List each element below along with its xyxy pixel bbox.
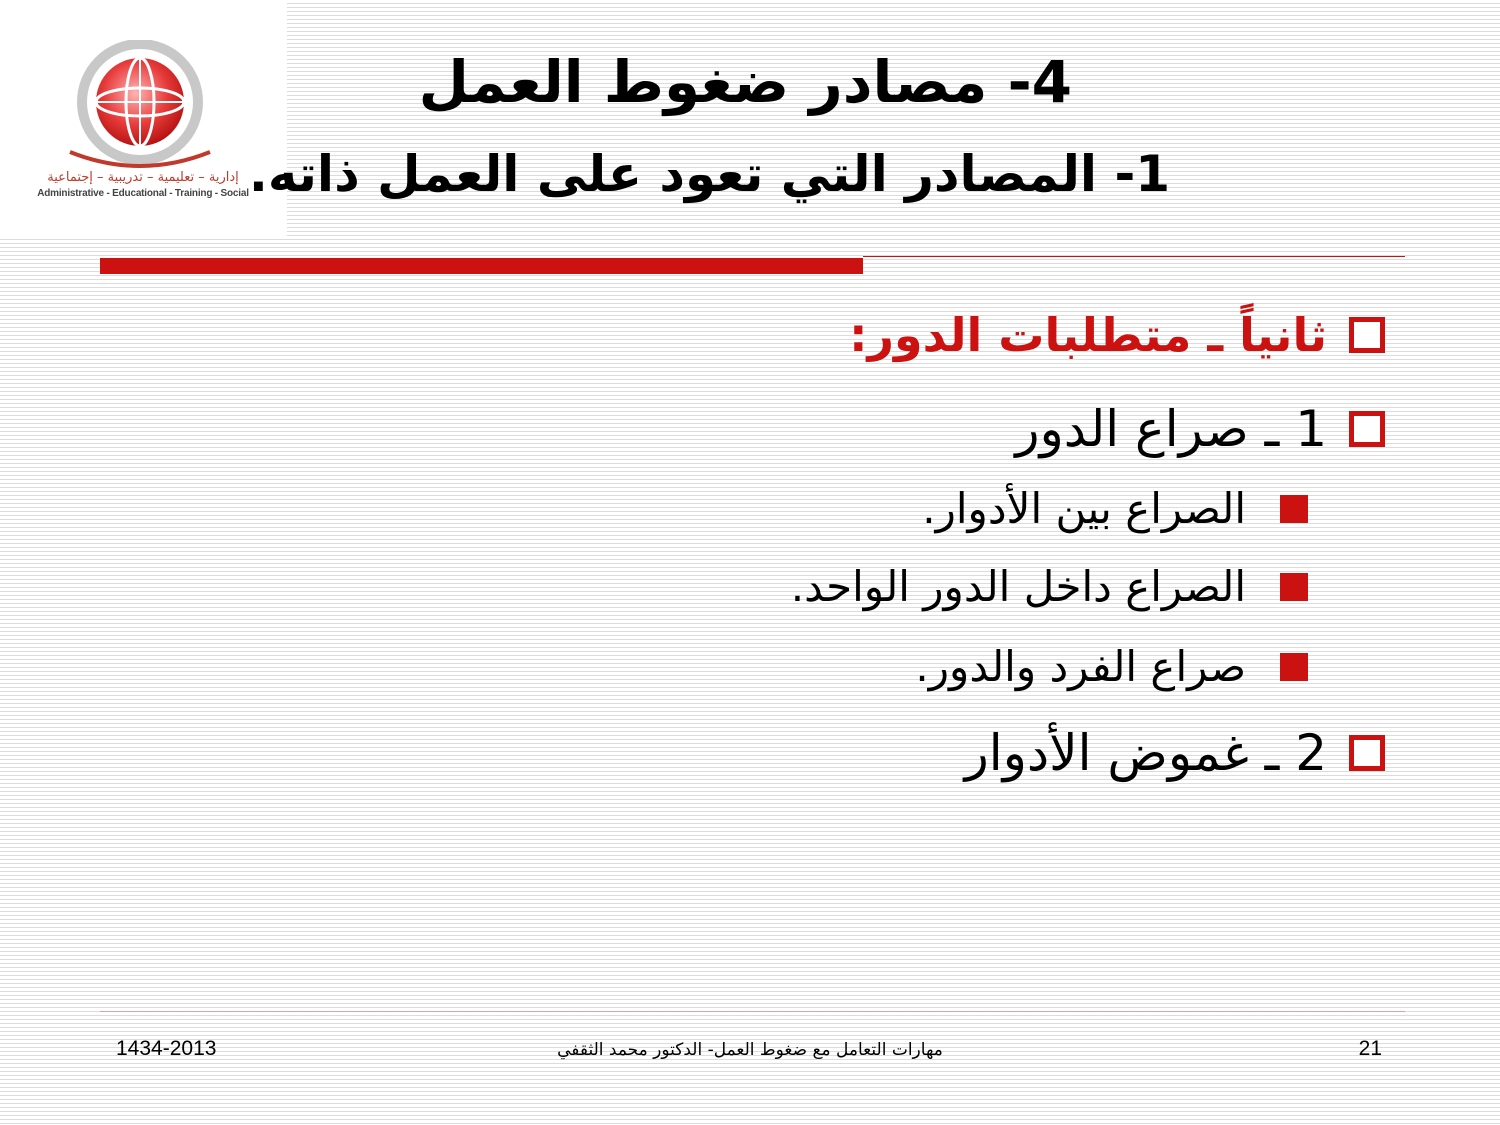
filled-square-bullet-icon — [1280, 495, 1308, 523]
bullet-item-text: 1 ـ صراع الدور — [1015, 400, 1327, 458]
bullet-item-role-conflict — [1015, 400, 1385, 458]
sub-bullet-text: صراع الفرد والدور. — [915, 642, 1246, 691]
hollow-square-bullet-icon — [1349, 735, 1385, 771]
logo-arabic-tagline: إدارية – تعليمية – تدريبية – إجتماعية — [47, 170, 239, 185]
slide-title: 4- مصادر ضغوط العمل — [418, 48, 1072, 116]
logo-latin-tagline: Administrative - Educational - Training - Social — [37, 188, 249, 199]
filled-square-bullet-icon — [1280, 653, 1308, 681]
sub-bullet-item — [915, 642, 1308, 691]
sub-bullet-item — [922, 484, 1308, 533]
title-underline-thick — [100, 258, 863, 274]
hollow-square-bullet-icon — [1349, 317, 1385, 353]
hollow-square-bullet-icon — [1349, 411, 1385, 447]
filled-square-bullet-icon — [1280, 573, 1308, 601]
bullet-item-role-ambiguity — [965, 724, 1385, 782]
footer-title: مهارات التعامل مع ضغوط العمل- الدكتور محمد الثقفي — [557, 1040, 943, 1060]
sub-bullet-text: الصراع داخل الدور الواحد. — [790, 562, 1246, 611]
bullet-heading-text: ثانياً ـ متطلبات الدور: — [849, 308, 1327, 362]
bullet-heading — [849, 308, 1385, 362]
slide-subtitle: 1- المصادر التي تعود على العمل ذاته. — [248, 145, 1170, 203]
bullet-item-text: 2 ـ غموض الأدوار — [964, 724, 1327, 782]
footer-divider — [100, 1011, 1405, 1012]
logo — [0, 0, 287, 237]
footer-date: 1434-2013 — [116, 1037, 217, 1060]
page-number: 21 — [1358, 1037, 1382, 1060]
sub-bullet-text: الصراع بين الأدوار. — [922, 484, 1246, 533]
sub-bullet-item — [791, 562, 1308, 611]
title-underline-thin — [863, 256, 1405, 257]
globe-icon — [60, 40, 220, 170]
